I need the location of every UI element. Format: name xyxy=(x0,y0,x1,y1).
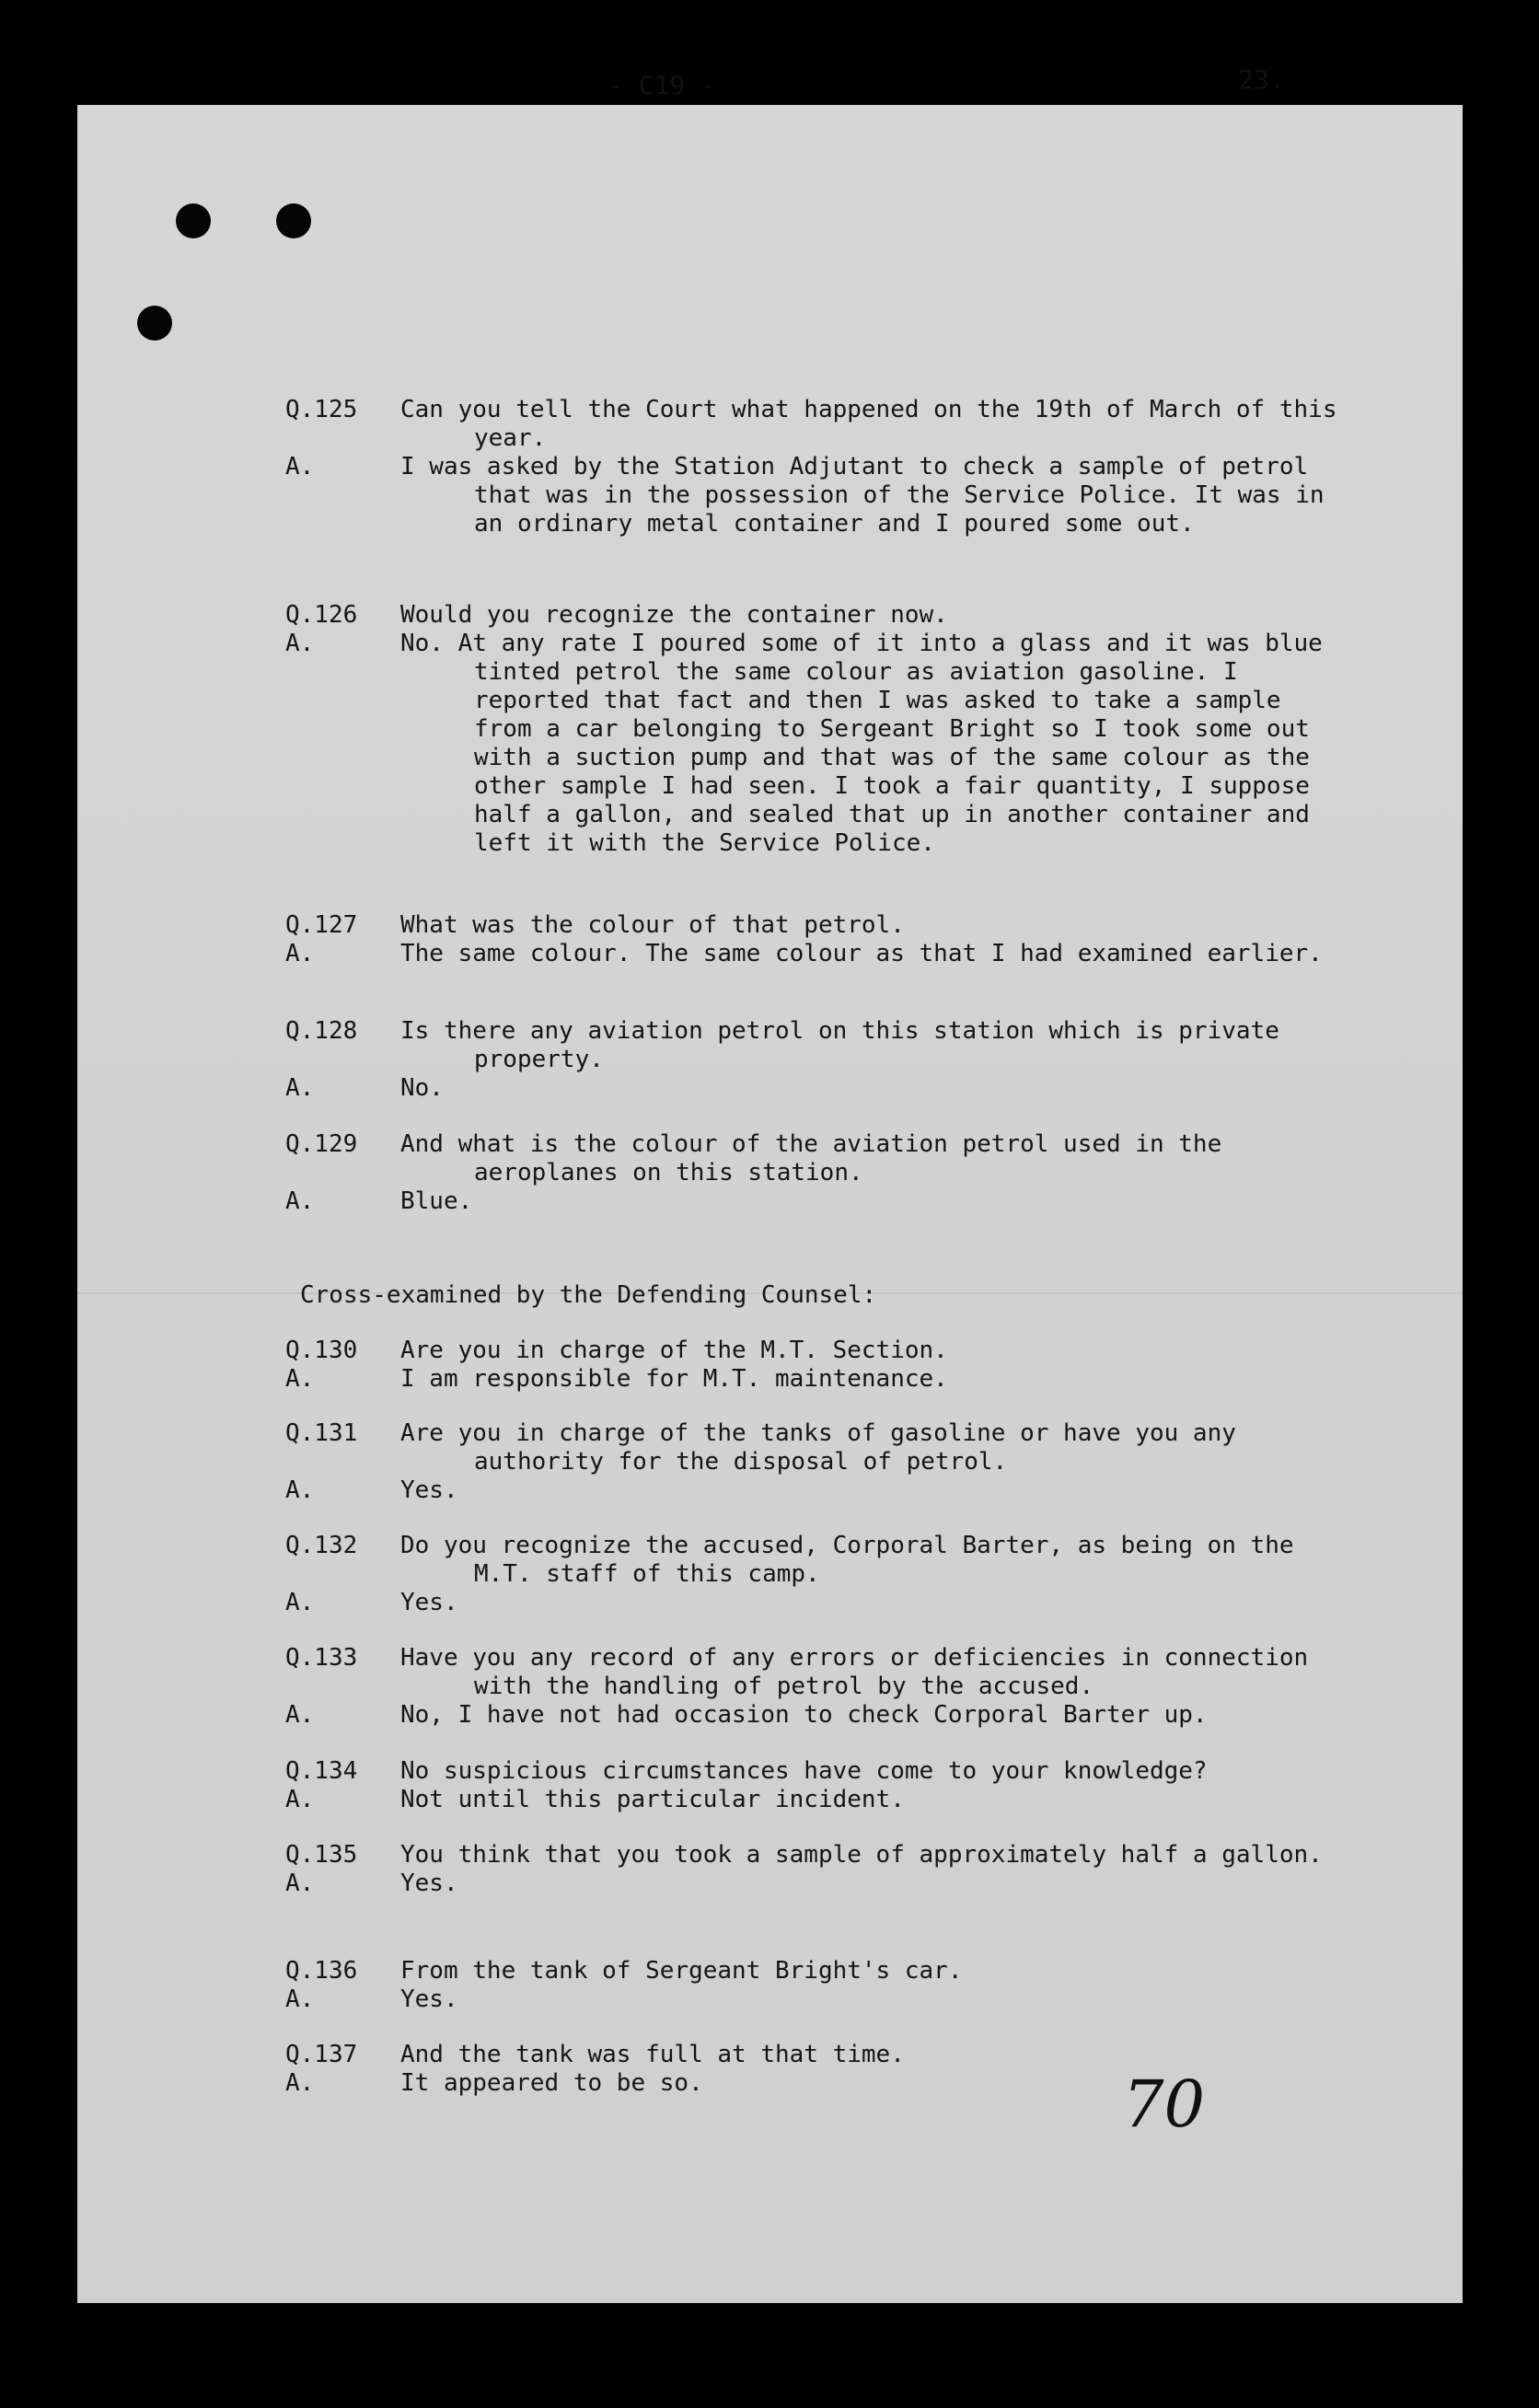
answer-text: I am responsible for M.T. maintenance. xyxy=(400,1365,948,1393)
qa-item-135 xyxy=(285,1841,1344,1898)
qa-item-127 xyxy=(285,911,1344,968)
answer-label: A. xyxy=(285,630,315,657)
answer-text: Yes. xyxy=(400,1985,458,2013)
question-text: Would you recognize the container now. xyxy=(400,601,948,629)
answer-text: It appeared to be so. xyxy=(400,2069,703,2097)
answer-text: No. xyxy=(400,1074,444,1102)
answer-label: A. xyxy=(285,1187,315,1215)
question-number: Q.128 xyxy=(285,1017,358,1045)
answer-text: Not until this particular incident. xyxy=(400,1786,905,1813)
qa-item-132 xyxy=(285,1532,1344,1617)
answer-label: A. xyxy=(285,1589,315,1616)
answer-text: No, I have not had occasion to check Corporal Barter up. xyxy=(400,1701,1208,1729)
qa-item-134 xyxy=(285,1757,1344,1814)
answer-text: I was asked by the Station Adjutant to check a sample of petrol that was in the possession of the Service Police. It was in an ordinary metal container and I poured some out. xyxy=(400,453,1325,538)
question-text: Is there any aviation petrol on this station which is private property. xyxy=(400,1017,1279,1073)
answer-label: A. xyxy=(285,2069,315,2097)
qa-item-128 xyxy=(285,1017,1344,1103)
question-number: Q.126 xyxy=(285,601,358,629)
question-number: Q.133 xyxy=(285,1644,358,1672)
question-text: Can you tell the Court what happened on the 19th of March of this year. xyxy=(400,396,1337,452)
answer-text: Blue. xyxy=(400,1187,473,1215)
cross-examination-heading: Cross-examined by the Defending Counsel: xyxy=(300,1281,877,1309)
punch-hole-1 xyxy=(176,203,211,238)
punch-hole-3 xyxy=(137,306,172,341)
page-number: 23. xyxy=(1238,64,1285,95)
question-text: Are you in charge of the tanks of gasoline or have you any authority for the disposal of petrol. xyxy=(400,1419,1236,1476)
answer-label: A. xyxy=(285,1476,315,1504)
question-number: Q.131 xyxy=(285,1419,358,1447)
qa-item-133 xyxy=(285,1644,1344,1730)
qa-item-129 xyxy=(285,1130,1344,1216)
question-text: What was the colour of that petrol. xyxy=(400,911,905,939)
qa-item-125 xyxy=(285,396,1344,538)
question-number: Q.137 xyxy=(285,2041,358,2068)
question-text: You think that you took a sample of approximately half a gallon. xyxy=(400,1841,1323,1869)
question-text: Have you any record of any errors or deficiencies in connection with the handling of petrol by the accused. xyxy=(400,1644,1309,1700)
answer-text: Yes. xyxy=(400,1870,458,1897)
qa-item-130 xyxy=(285,1337,1344,1394)
question-number: Q.135 xyxy=(285,1841,358,1869)
answer-text: The same colour. The same colour as that I had examined earlier. xyxy=(400,940,1323,967)
answer-label: A. xyxy=(285,940,315,967)
question-number: Q.129 xyxy=(285,1130,358,1158)
qa-item-131 xyxy=(285,1419,1344,1505)
question-text: Do you recognize the accused, Corporal Barter, as being on the M.T. staff of this camp. xyxy=(400,1532,1294,1588)
answer-label: A. xyxy=(285,1365,315,1393)
handwritten-folio-number: 70 xyxy=(1123,2066,1206,2142)
answer-label: A. xyxy=(285,1870,315,1897)
question-number: Q.136 xyxy=(285,1957,358,1985)
question-text: And the tank was full at that time. xyxy=(400,2041,905,2068)
answer-label: A. xyxy=(285,1985,315,2013)
punch-hole-2 xyxy=(276,203,311,238)
question-number: Q.132 xyxy=(285,1532,358,1559)
answer-label: A. xyxy=(285,1786,315,1813)
question-number: Q.130 xyxy=(285,1337,358,1364)
question-number: Q.125 xyxy=(285,396,358,423)
answer-text: Yes. xyxy=(400,1589,458,1616)
answer-label: A. xyxy=(285,453,315,480)
question-text: No suspicious circumstances have come to your knowledge? xyxy=(400,1757,1208,1785)
question-text: Are you in charge of the M.T. Section. xyxy=(400,1337,948,1364)
answer-text: Yes. xyxy=(400,1476,458,1504)
question-text: From the tank of Sergeant Bright's car. xyxy=(400,1957,963,1985)
answer-text: No. At any rate I poured some of it into a glass and it was blue tinted petrol the same colour as aviation gasoline. I reported that fact and then I was asked to take a sample from a car belonging to Sergeant Bright so I took some out with a suction pump and that was of the same colour as the other sample I had seen. I took a fair quantity, I suppose half a gallon, and sealed that up in another container and left it with the Service Police. xyxy=(400,630,1323,857)
question-text: And what is the colour of the aviation petrol used in the aeroplanes on this station. xyxy=(400,1130,1222,1187)
qa-item-136 xyxy=(285,1957,1344,2014)
answer-label: A. xyxy=(285,1074,315,1102)
page-code: - C19 - xyxy=(608,70,717,100)
question-number: Q.127 xyxy=(285,911,358,939)
question-number: Q.134 xyxy=(285,1757,358,1785)
qa-item-126 xyxy=(285,601,1344,858)
answer-label: A. xyxy=(285,1701,315,1729)
